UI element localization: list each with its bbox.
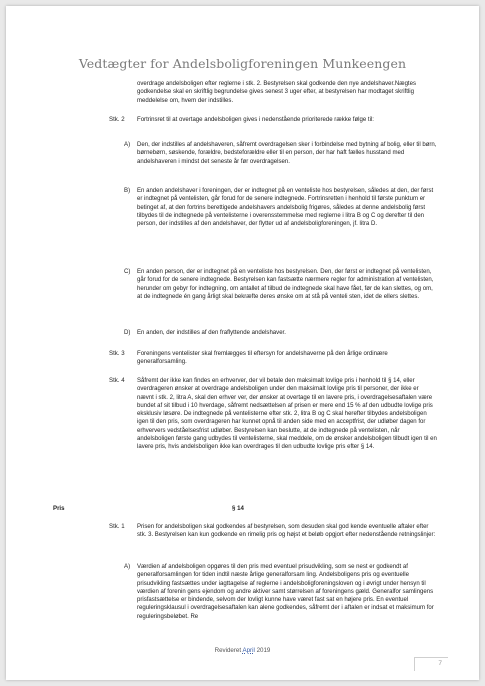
item-c-label: C) — [124, 268, 131, 275]
s14-item-a-label: A) — [124, 563, 131, 570]
item-c-text: En anden person, der er indtegnet på en venteliste hos bestyrelsen. Den, der først er indtegnet på ventelisten, går forud for de senere indtegnede. Bestyrelsen kan fastsætte nærmere regler for administration af ventelisten, herunder om gebyr for indtegning, om antallet af tilbud de indtegnede skal have fået, før de kan slettes, og om, at de indtegnede én gang årligt skal bekræfte deres ønske om at stå på venteli sten, idet de ellers slettes. — [137, 269, 434, 300]
stk3-label: Stk. 3 — [109, 350, 125, 357]
item-a-label: A) — [124, 141, 131, 148]
section-14-heading: § 14 — [232, 505, 244, 512]
pris-heading: Pris — [53, 505, 65, 512]
document-title: Vedtægter for Andelsboligforeningen Munkeengen — [78, 56, 407, 71]
s14-stk1-text: Prisen for andelsboligen skal godkendes af bestyrelsen, som desuden skal god kende eventuelle aftaler efter stk. 3. Bestyrelsen kan kun godkende en rimelig pris og højst et beløb opgjort efter nedenstående retningslinjer: — [137, 524, 436, 539]
stk2-text: Fortrinsret til at overtage andelsboligen gives i nedenstående prioriterede række følge til: — [137, 117, 374, 123]
footer-year: 2019 — [256, 647, 271, 654]
page-number: 7 — [414, 657, 448, 671]
item-d-label: D) — [124, 329, 131, 336]
footer-prefix: Revideret — [214, 647, 242, 654]
item-a-text: Den, der indstilles af andelshaveren, såfremt overdragelsen sker i forbindelse med bytning af bolig, eller til børn, børnebørn, søskende, forældre, bedsteforældre eller til en person, der har haft fælles husstand med andelshaveren i mindst det seneste år før overdragelsen. — [137, 142, 437, 165]
stk4-text: Såfremt der ikke kan findes en erhverver, der vil betale den maksimalt lovlige pris i henhold til § 14, eller overdrageren ønsker at overdrage andelsboligen under den maksimalt lovlige pris til personer, der ikke er nævnt i stk. 2, litra A, skal den erhver ver, der ønsker at overtage til en lavere pris, i overdragelsesaftalen være bundet af sit tilbud i 10 hverdage, såfremt nedsættelsen af prisen er mere end 15 % af den udbudte lovlige pris eksklusiv løsøre. De indtegnede på ventelisterne efter stk. 2, litra B og C skal herefter tilbydes andelsboligen igen til den pris, som overdrageren har kunnet opnå til anden side med en acceptfrist, der udløber dagen for erhververs vedståelsesfrist udløber. Bestyrelsen kan beslutte, at de indtegnede på ventelisten, når andelsboligen første gang udbydes til ventelisterne, skal meddele, om de ønsker andelsboligen tilbudt igen til en lavere pris, hvis andelsboligen ikke kan overdrages til den udbudte lovlige pris efter § 14. — [137, 378, 437, 451]
intro-paragraph: overdrage andelsboligen efter reglerne i stk. 2. Bestyrelsen skal godkende den nye andelshaver.Nægtes godkendelse skal en skriftlig begrundelse gives senest 3 uger efter, at bestyrelsen har modtaget skriftlig meddelelse om, hvem der indstilles. — [137, 81, 417, 104]
page-footer — [6, 647, 479, 654]
s14-item-a-text: Værdien af andelsboligen opgøres til den pris med eventuel prisudvikling, som se nest er godkendt af generalforsamlingen for tiden indtil næste årlige generalforsam ling. Andelsboligens pris og eventuelle prisudvikling fastsættes under iagttagelse af reglerne i andelsboligforeningsloven og i øvrigt under hensyn til værdien af forenin gens ejendom og andre aktiver samt størrelsen af foreningens gæld. Generalfor samlingens prisfastsættelse er bindende, selvom der lovligt kunne have været fast sat en højere pris. En eventuel reguleringsklausul i overdragelsesaftalen kan alene godkendes, såfremt der i aftalen er indsat et maksimum for reguleringsbeløbet. Re — [137, 564, 434, 620]
stk4-label: Stk. 4 — [109, 377, 125, 384]
stk3-text: Foreningens ventelister skal fremlægges til eftersyn for andelshaverne på den årlige ordinære generalforsamling. — [137, 351, 388, 366]
footer-month: April — [242, 647, 255, 654]
item-d-text: En anden, der indstilles af den fraflyttende andelshaver. — [137, 330, 286, 336]
item-b-text: En anden andelshaver i foreningen, der er indtegnet på en venteliste hos bestyrelsen, således at den, der først er indtegnet på ventelisten, går forud for de senere indtegnede. Fortrinsretten i henhold til første punktum er betinget af, at den fortrins berettigede andelshavers andelsbolig frigøres, således at denne andelsbolig først tilbydes til de indtegnede på ventelisterne i overensstemmelse med reglerne i litra B og C og derefter til den person, der indstilles af den andelshaver, der flytter ud af andelsboligforeningen, jf. litra D. — [137, 188, 434, 228]
stk2-label: Stk. 2 — [109, 116, 125, 123]
s14-stk1-label: Stk. 1 — [109, 523, 125, 530]
item-b-label: B) — [124, 187, 131, 194]
document-page — [6, 6, 479, 680]
